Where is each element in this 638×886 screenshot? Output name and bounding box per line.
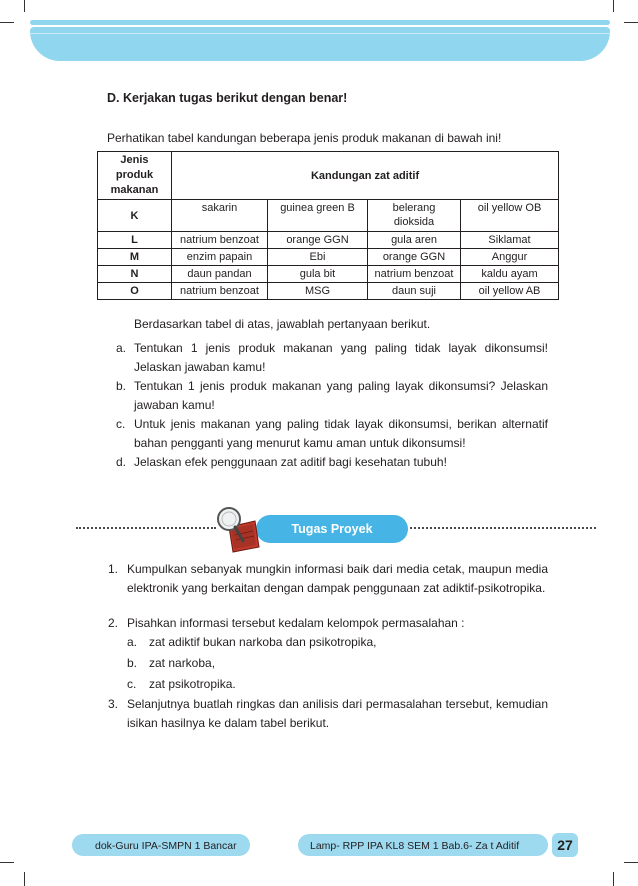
project-item-text: Selanjutnya buatlah ringkas dan anilisis dari permasalahan tersebut, kemudian isikan hasilnya ke dalam tabel berikut. <box>127 697 548 730</box>
project-item <box>108 614 548 633</box>
product-code-cell: M <box>98 249 172 266</box>
header-additive-content: Kandungan zat aditif <box>172 152 559 200</box>
product-code-cell: O <box>98 283 172 300</box>
dotted-divider-right <box>410 527 596 529</box>
question-item <box>116 377 548 415</box>
dotted-divider-left <box>76 527 216 529</box>
question-item <box>116 453 548 472</box>
subitem-label: b. <box>127 656 138 670</box>
additive-cell: gula bit <box>268 266 368 283</box>
footer-left-text: dok-Guru IPA-SMPN 1 Bancar <box>95 840 237 852</box>
crop-mark <box>624 862 638 863</box>
additive-cell: daun suji <box>368 283 461 300</box>
additive-cell: Anggur <box>461 249 559 266</box>
question-item <box>116 415 548 453</box>
additive-cell: oil yellow AB <box>461 283 559 300</box>
header-thin-bar <box>30 20 610 25</box>
project-item-number: 1. <box>108 562 119 576</box>
header-product-line: produk <box>115 169 154 181</box>
project-item-text: Pisahkan informasi tersebut kedalam kelompok permasalahan : <box>127 616 465 630</box>
table-body <box>98 200 559 300</box>
additive-cell: kaldu ayam <box>461 266 559 283</box>
question-label: c. <box>116 417 126 431</box>
table-row <box>98 200 559 232</box>
project-item <box>108 560 548 598</box>
question-item <box>116 339 548 377</box>
question-text: Untuk jenis makanan yang paling tidak layak dikonsumsi, berikan alternatif bahan pengganti yang menurut kamu aman untuk dikonsumsi! <box>134 417 548 450</box>
product-code-cell: N <box>98 266 172 283</box>
project-subitem <box>127 656 215 670</box>
project-item <box>108 695 548 733</box>
crop-mark <box>24 0 25 12</box>
table-row <box>98 283 559 300</box>
additive-cell: guinea green B <box>268 200 368 232</box>
subitem-text: zat psikotropika. <box>149 677 236 691</box>
subitem-label: a. <box>127 635 138 649</box>
additive-cell: natrium benzoat <box>172 283 268 300</box>
subitem-text: zat narkoba, <box>149 656 216 670</box>
additive-cell: MSG <box>268 283 368 300</box>
crop-mark <box>613 872 614 886</box>
crop-mark <box>0 22 14 23</box>
additive-cell: oil yellow OB <box>461 200 559 232</box>
question-label: d. <box>116 455 127 469</box>
question-lead: Berdasarkan tabel di atas, jawablah pertanyaan berikut. <box>134 317 431 331</box>
additive-cell: Ebi <box>268 249 368 266</box>
question-label: b. <box>116 379 127 393</box>
additive-cell: gula aren <box>368 232 461 249</box>
additive-cell: Siklamat <box>461 232 559 249</box>
additive-cell: orange GGN <box>368 249 461 266</box>
table-row <box>98 249 559 266</box>
crop-mark <box>624 22 638 23</box>
question-text: Tentukan 1 jenis produk makanan yang paling tidak layak dikonsumsi! Jelaskan jawaban kamu! <box>134 341 548 374</box>
crop-mark <box>24 872 25 886</box>
header-product-type <box>98 152 172 200</box>
page-number: 27 <box>552 833 578 857</box>
additive-cell: natrium benzoat <box>368 266 461 283</box>
project-item-text: Kumpulkan sebanyak mungkin informasi baik dari media cetak, maupun media elektronik yang berkaitan dengan dampak penggunaan zat adiktif-psikotropika. <box>127 562 548 595</box>
product-code-cell: K <box>98 200 172 232</box>
crop-mark <box>613 0 614 12</box>
project-item-number: 3. <box>108 697 119 711</box>
additive-cell: enzim papain <box>172 249 268 266</box>
project-subitem <box>127 677 236 691</box>
additive-cell: sakarin <box>172 200 268 232</box>
magnifier-book-icon <box>213 505 263 553</box>
subitem-label: c. <box>127 677 137 691</box>
additive-cell: orange GGN <box>268 232 368 249</box>
additive-cell: natrium benzoat <box>172 232 268 249</box>
table-row <box>98 266 559 283</box>
additive-cell: belerang dioksida <box>368 200 461 232</box>
table-row <box>98 232 559 249</box>
header-product-line: Jenis <box>120 154 149 166</box>
additive-cell: daun pandan <box>172 266 268 283</box>
table-intro: Perhatikan tabel kandungan beberapa jenis produk makanan di bawah ini! <box>107 131 502 145</box>
question-text: Tentukan 1 jenis produk makanan yang paling layak dikonsumsi? Jelaskan jawaban kamu! <box>134 379 548 412</box>
project-item-number: 2. <box>108 616 119 630</box>
header-banner <box>30 27 610 61</box>
subitem-text: zat adiktif bukan narkoba dan psikotropika, <box>149 635 377 649</box>
product-code-cell: L <box>98 232 172 249</box>
additive-table <box>97 151 559 300</box>
question-text: Jelaskan efek penggunaan zat aditif bagi kesehatan tubuh! <box>134 455 447 469</box>
section-heading: D. Kerjakan tugas berikut dengan benar! <box>107 91 348 105</box>
question-label: a. <box>116 341 127 355</box>
project-title-badge: Tugas Proyek <box>256 515 408 543</box>
crop-mark <box>0 862 14 863</box>
project-subitem <box>127 635 376 649</box>
header-product-line: makanan <box>110 184 159 196</box>
footer-right-text: Lamp- RPP IPA KL8 SEM 1 Bab.6- Za t Aditif <box>310 840 520 852</box>
